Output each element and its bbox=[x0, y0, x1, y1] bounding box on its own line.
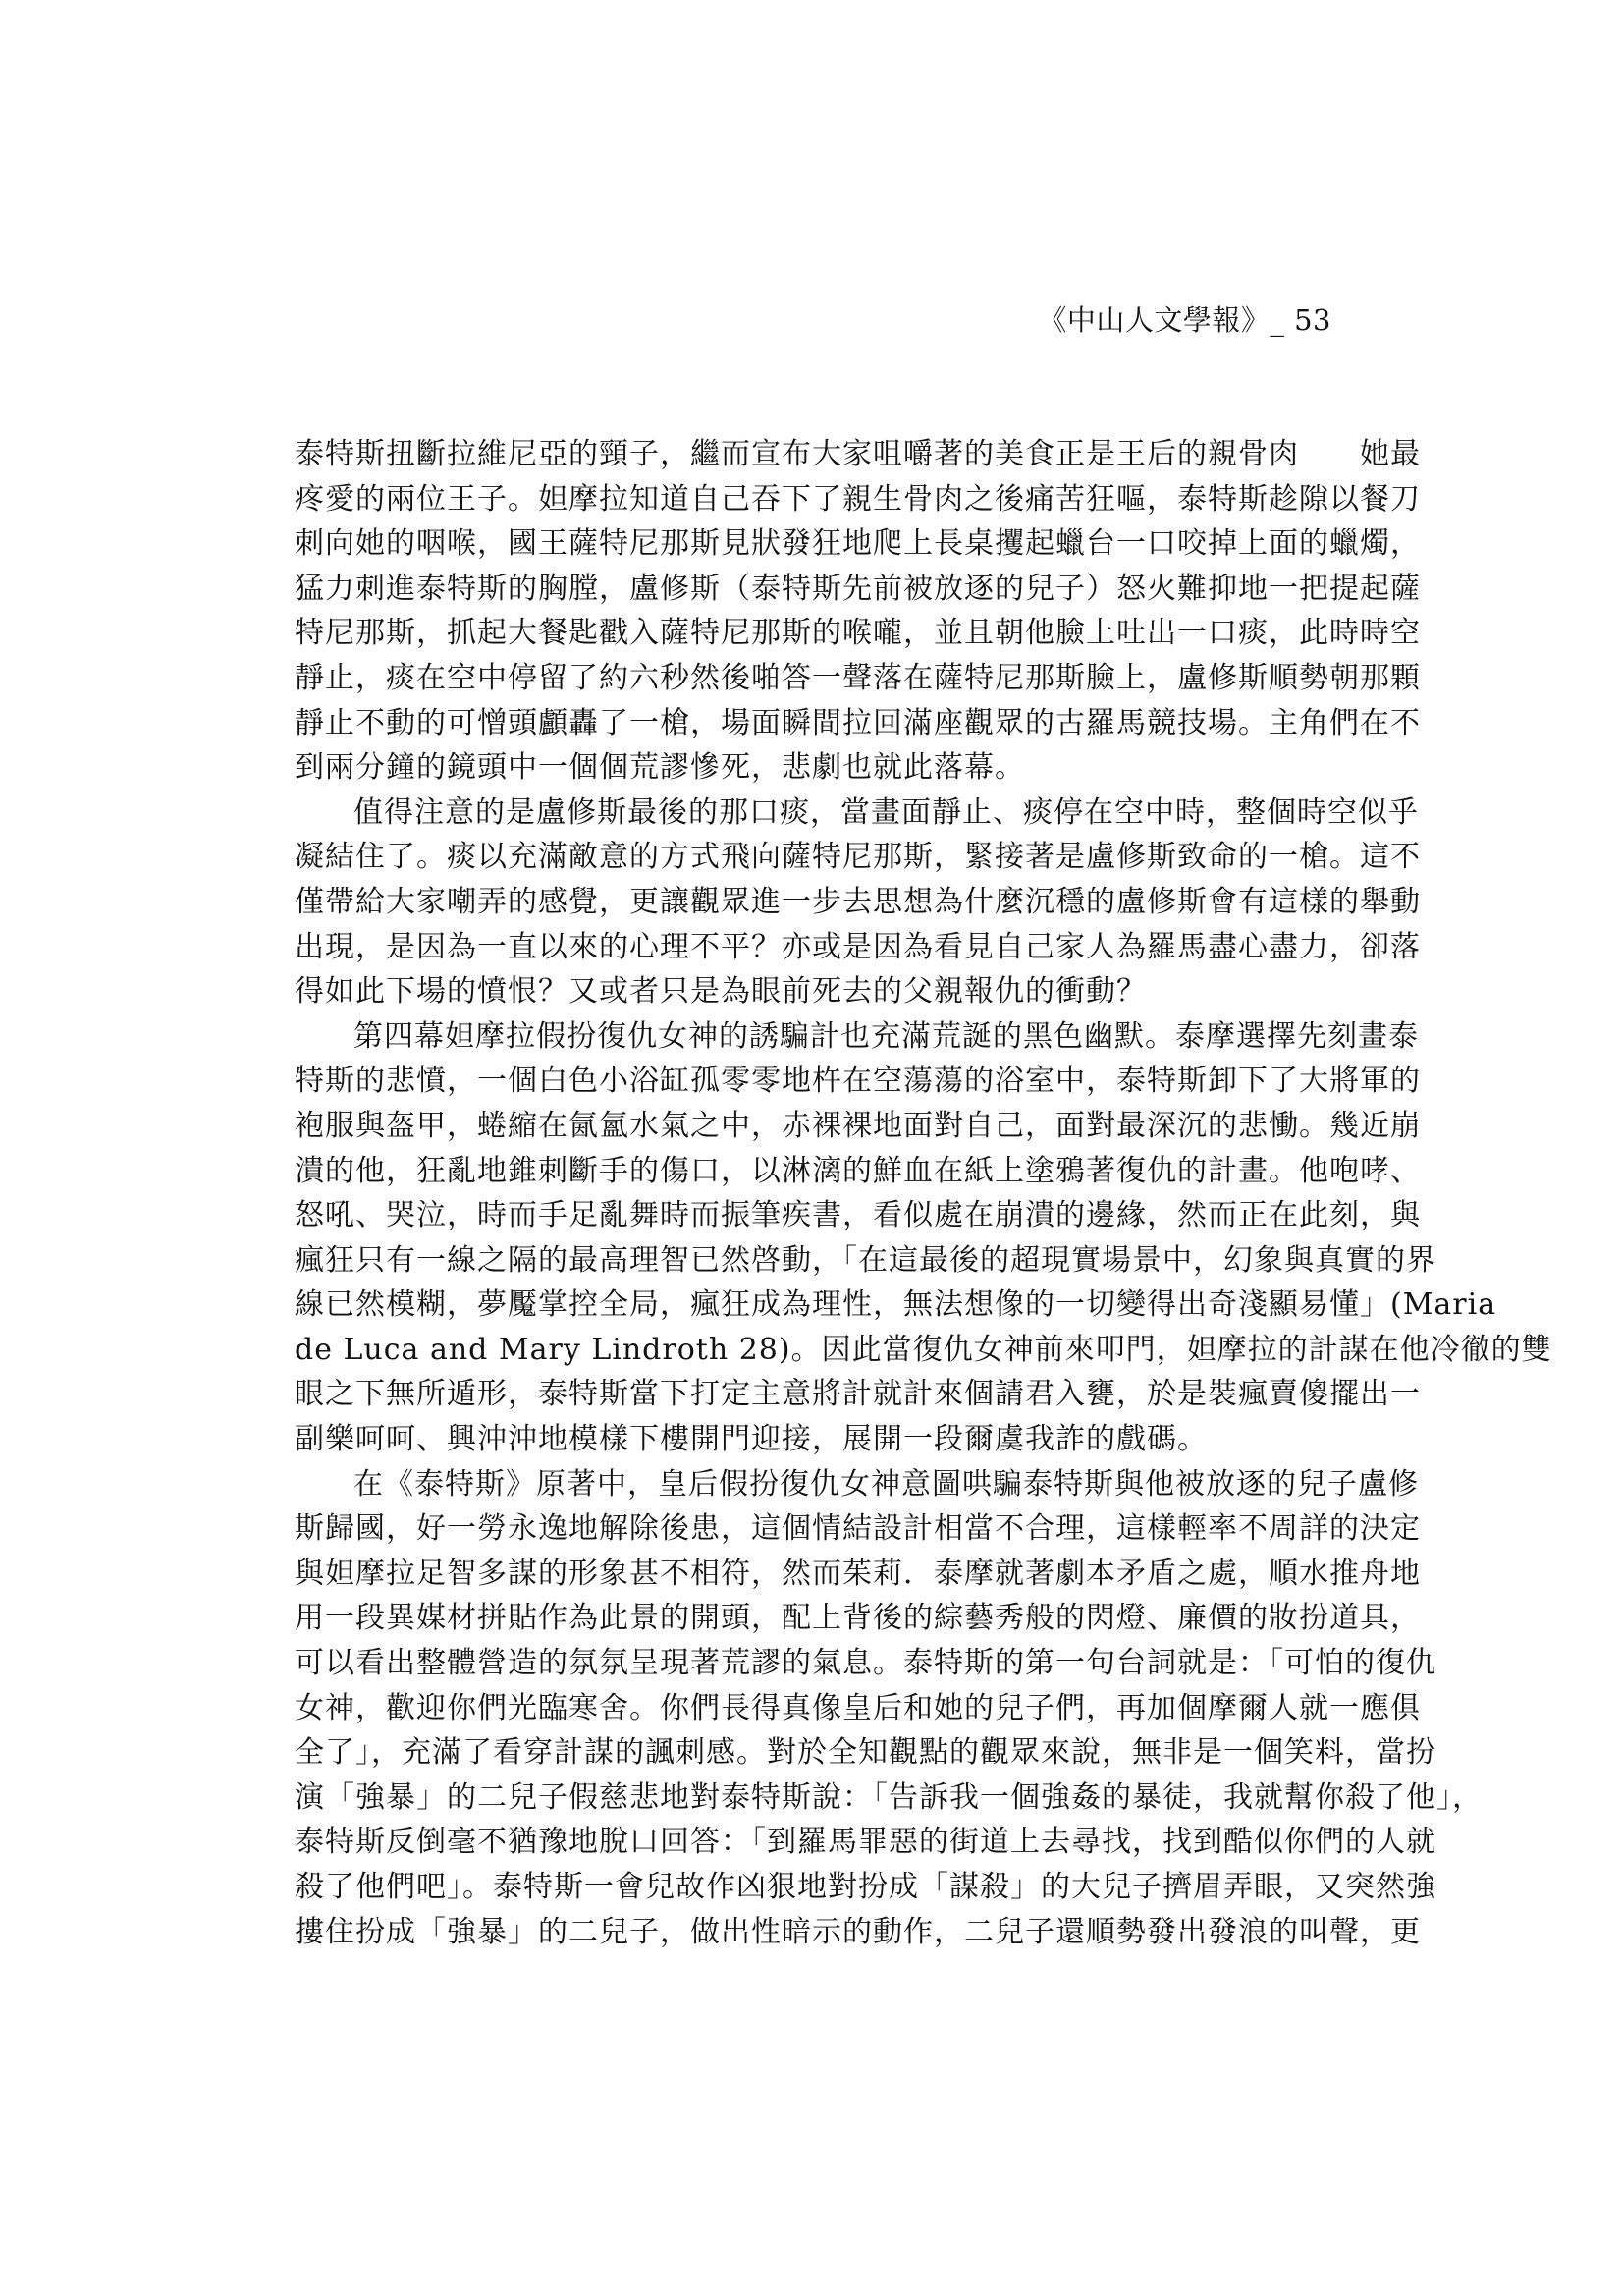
text-line: 線已然模糊，夢魘掌控全局，瘋狂成為理性，無法想像的一切變得出奇淺顯易懂」(Maria bbox=[295, 1287, 1497, 1323]
text-line: 靜止不動的可憎頭顱轟了一槍，場面瞬間拉回滿座觀眾的古羅馬競技場。主角們在不 bbox=[295, 705, 1421, 740]
text-line: 與妲摩拉足智多謀的形象甚不相符，然而茱莉．泰摩就著劇本矛盾之處，順水推舟地 bbox=[295, 1556, 1421, 1591]
text-line: 第四幕妲摩拉假扮復仇女神的誘騙計也充滿荒誕的黑色幽默。泰摩選擇先刻畫泰 bbox=[353, 1018, 1419, 1054]
running-header: 《中山人文學報》_ 53 bbox=[1038, 303, 1331, 337]
text-line: 女神，歡迎你們光臨寒舍。你們長得真像皇后和她的兒子們，再加個摩爾人就一應俱 bbox=[295, 1690, 1421, 1725]
text-line: 值得注意的是盧修斯最後的那口痰，當畫面靜止、痰停在空中時，整個時空似乎 bbox=[353, 794, 1419, 830]
text-line: 疼愛的兩位王子。妲摩拉知道自己吞下了親生骨肉之後痛苦狂嘔，泰特斯趁隙以餐刀 bbox=[295, 481, 1421, 517]
text-line: 猛力刺進泰特斯的胸膛，盧修斯（泰特斯先前被放逐的兒子）怒火難抑地一把提起薩 bbox=[295, 571, 1421, 606]
text-line: de Luca and Mary Lindroth 28)。因此當復仇女神前來叩門，妲摩拉的計謀在他冷徹的雙 bbox=[295, 1332, 1552, 1367]
text-line: 泰特斯扭斷拉維尼亞的頸子，繼而宣布大家咀嚼著的美食正是王后的親骨肉 她最 bbox=[295, 437, 1421, 471]
text-line: 眼之下無所遁形，泰特斯當下打定主意將計就計來個請君入甕，於是裝瘋賣傻擺出一 bbox=[295, 1377, 1421, 1412]
paragraph bbox=[295, 791, 1421, 1014]
text-line: 可以看出整體營造的氛氛呈現著荒謬的氣息。泰特斯的第一句台詞就是：「可怕的復仇 bbox=[295, 1646, 1436, 1681]
text-line: 靜止，痰在空中停留了約六秒然後啪答一聲落在薩特尼那斯臉上，盧修斯順勢朝那顆 bbox=[295, 660, 1421, 695]
text-line: 到兩分鐘的鏡頭中一個個荒謬慘死，悲劇也就此落幕。 bbox=[295, 750, 1025, 786]
text-line: 刺向她的咽喉，國王薩特尼那斯見狀發狂地爬上長桌攫起蠟台一口咬掉上面的蠟燭， bbox=[295, 526, 1421, 562]
text-line: 潰的他，狂亂地錐刺斷手的傷口，以淋漓的鮮血在紙上塗鴉著復仇的計畫。他咆哮、 bbox=[295, 1153, 1421, 1188]
text-line: 斯歸國，好一勞永逸地解除後患，這個情結設計相當不合理，這樣輕率不周詳的決定 bbox=[295, 1511, 1421, 1547]
text-line: 瘋狂只有一線之隔的最高理智已然啓動，「在這最後的超現實場景中，幻象與真實的界 bbox=[295, 1242, 1436, 1278]
text-line: 凝結住了。痰以充滿敵意的方式飛向薩特尼那斯，緊接著是盧修斯致命的一槍。這不 bbox=[295, 840, 1421, 875]
paragraph bbox=[295, 432, 1421, 791]
text-line: 僅帶給大家嘲弄的感覺，更讓觀眾進一步去思想為什麼沉穩的盧修斯會有這樣的舉動 bbox=[295, 884, 1421, 919]
text-line: 演「強暴」的二兒子假慈悲地對泰特斯說：「告訴我一個強姦的暴徒，我就幫你殺了他」， bbox=[295, 1779, 1483, 1815]
text-line: 摟住扮成「強暴」的二兒子，做出性暗示的動作，二兒子還順勢發出發浪的叫聲，更 bbox=[295, 1914, 1421, 1949]
text-line: 特尼那斯，抓起大餐匙戳入薩特尼那斯的喉嚨，並且朝他臉上吐出一口痰，此時時空 bbox=[295, 616, 1421, 651]
text-line: 泰特斯反倒毫不猶豫地脫口回答：「到羅馬罪惡的街道上去尋找，找到酷似你們的人就 bbox=[295, 1825, 1436, 1860]
text-line: 用一段異媒材拼貼作為此景的開頭，配上背後的綜藝秀般的閃燈、廉價的妝扮道具， bbox=[295, 1601, 1421, 1636]
text-line: 出現，是因為一直以來的心理不平？亦或是因為看見自己家人為羅馬盡心盡力，卻落 bbox=[295, 929, 1421, 964]
text-line: 副樂呵呵、興沖沖地模樣下樓開門迎接，展開一段爾虞我詐的戲碼。 bbox=[295, 1422, 1208, 1457]
text-line: 袍服與盔甲，蜷縮在氤氳水氣之中，赤裸裸地面對自己，面對最深沉的悲慟。幾近崩 bbox=[295, 1108, 1421, 1143]
body-text bbox=[295, 432, 1552, 1954]
paragraph bbox=[295, 1462, 1483, 1955]
text-line: 殺了他們吧」。泰特斯一會兒故作凶狠地對扮成「謀殺」的大兒子擠眉弄眼，又突然強 bbox=[295, 1870, 1436, 1904]
text-line: 得如此下場的憤恨？又或者只是為眼前死去的父親報仇的衝動？ bbox=[295, 974, 1147, 1010]
text-line: 在《泰特斯》原著中，皇后假扮復仇女神意圖哄騙泰特斯與他被放逐的兒子盧修 bbox=[353, 1466, 1419, 1502]
text-line: 全了」，充滿了看穿計謀的諷刺感。對於全知觀點的觀眾來說，無非是一個笑料，當扮 bbox=[295, 1735, 1436, 1771]
text-line: 特斯的悲憤，一個白色小浴缸孤零零地杵在空蕩蕩的浴室中，泰特斯卸下了大將軍的 bbox=[295, 1064, 1421, 1099]
paragraph bbox=[295, 1014, 1552, 1462]
text-line: 怒吼、哭泣，時而手足亂舞時而振筆疾書，看似處在崩潰的邊緣，然而正在此刻，與 bbox=[295, 1198, 1421, 1233]
